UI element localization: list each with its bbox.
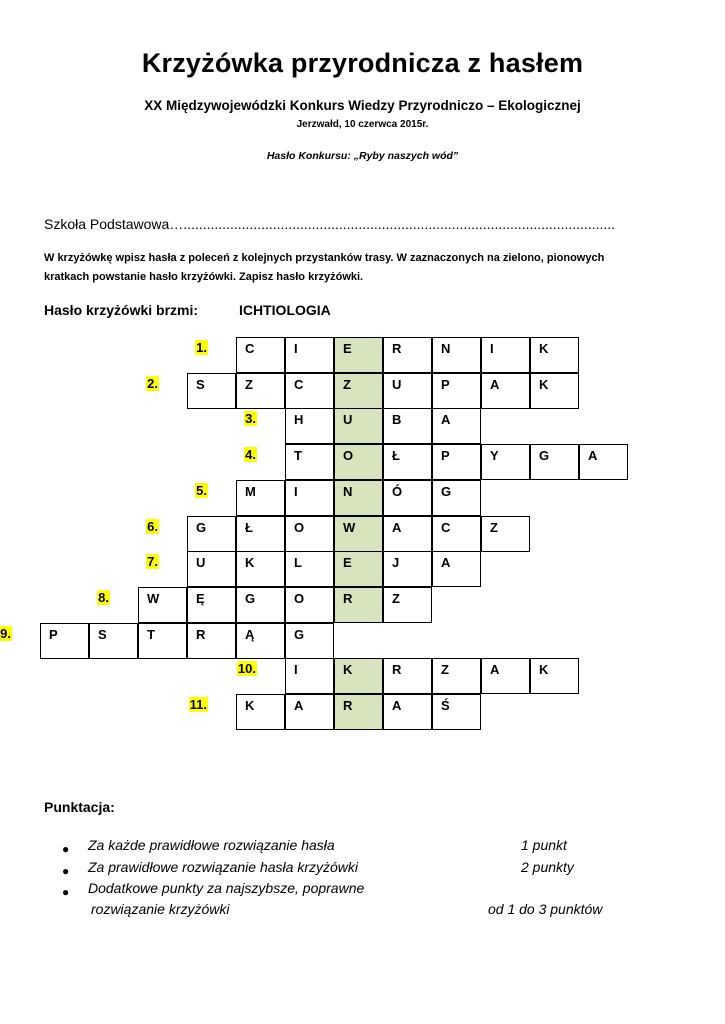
crossword-key-cell: R xyxy=(334,694,383,730)
crossword-cell: I xyxy=(481,337,530,373)
contest-subtitle: XX Międzywojewódzki Konkurs Wiedzy Przyrodniczo – Ekologicznej xyxy=(144,98,581,113)
bullet-icon: ● xyxy=(62,864,70,878)
clue-number xyxy=(146,519,159,534)
crossword-cell: Z xyxy=(481,516,530,552)
scoring-item-text: Za prawidłowe rozwiązanie hasła krzyżówki xyxy=(88,859,358,875)
crossword-key-cell: Z xyxy=(334,373,383,409)
crossword-cell: R xyxy=(383,337,432,373)
answer-label: Hasło krzyżówki brzmi: xyxy=(44,302,199,318)
scoring-item-text-continued: rozwiązanie krzyżówki xyxy=(91,901,230,917)
crossword-cell: L xyxy=(285,551,334,587)
crossword-cell: G xyxy=(187,516,236,552)
clue-number-label: 1. xyxy=(196,340,207,355)
clue-number xyxy=(195,340,208,355)
crossword-cell: A xyxy=(579,444,628,480)
crossword-cell: I xyxy=(285,480,334,516)
scoring-item-text: Za każde prawidłowe rozwiązanie hasła xyxy=(88,837,335,853)
crossword-cell: A xyxy=(383,516,432,552)
crossword-cell: P xyxy=(432,373,481,409)
crossword-cell: A xyxy=(432,408,481,444)
contest-motto: Hasło Konkursu: „Ryby naszych wód” xyxy=(266,150,459,162)
crossword-cell: Z xyxy=(432,658,481,694)
crossword-cell: U xyxy=(187,551,236,587)
crossword-cell: Ł xyxy=(236,516,285,552)
crossword-cell: P xyxy=(432,444,481,480)
crossword-cell: O xyxy=(285,587,334,623)
clue-number-label: 9. xyxy=(0,626,11,641)
crossword-cell: M xyxy=(236,480,285,516)
clue-number-label: 11. xyxy=(189,697,207,712)
contest-date: Jerzwałd, 10 czerwca 2015r. xyxy=(296,119,429,130)
crossword-cell: Ł xyxy=(383,444,432,480)
crossword-cell: K xyxy=(530,337,579,373)
crossword-cell: C xyxy=(432,516,481,552)
crossword-cell: R xyxy=(187,623,236,659)
crossword-cell: P xyxy=(40,623,89,659)
crossword-cell: K xyxy=(530,658,579,694)
crossword-cell: Ą xyxy=(236,623,285,659)
crossword-cell: N xyxy=(432,337,481,373)
crossword-key-cell: W xyxy=(334,516,383,552)
scoring-item-text: Dodatkowe punkty za najszybsze, poprawne xyxy=(88,880,365,896)
crossword-cell: K xyxy=(236,694,285,730)
clue-number xyxy=(97,590,110,605)
clue-number-label: 3. xyxy=(245,411,256,426)
scoring-item-points: 2 punkty xyxy=(521,859,574,875)
clue-number-label: 5. xyxy=(196,483,207,498)
clue-number xyxy=(189,697,208,712)
crossword-cell: A xyxy=(285,694,334,730)
crossword-cell: G xyxy=(432,480,481,516)
crossword-cell: I xyxy=(285,658,334,694)
crossword-cell: K xyxy=(236,551,285,587)
clue-number xyxy=(244,411,257,426)
clue-number xyxy=(146,554,159,569)
crossword-cell: A xyxy=(481,373,530,409)
crossword-key-cell: U xyxy=(334,408,383,444)
crossword-cell: G xyxy=(236,587,285,623)
crossword-cell: A xyxy=(383,694,432,730)
crossword-cell: W xyxy=(138,587,187,623)
clue-number-label: 7. xyxy=(147,554,158,569)
crossword-cell: U xyxy=(383,373,432,409)
crossword-cell: T xyxy=(285,444,334,480)
clue-number xyxy=(195,483,208,498)
crossword-cell: A xyxy=(432,551,481,587)
crossword-key-cell: N xyxy=(334,480,383,516)
clue-number-label: 4. xyxy=(245,447,256,462)
crossword-cell: I xyxy=(285,337,334,373)
page-title: Krzyżówka przyrodnicza z hasłem xyxy=(141,48,584,78)
clue-number-label: 6. xyxy=(147,519,158,534)
crossword-key-cell: E xyxy=(334,337,383,373)
crossword-cell: S xyxy=(187,373,236,409)
crossword-key-cell: E xyxy=(334,551,383,587)
clue-number-label: 10. xyxy=(237,661,256,676)
crossword-cell: O xyxy=(285,516,334,552)
scoring-item-points: od 1 do 3 punktów xyxy=(488,901,603,917)
school-name-line: Szkoła Podstawowa…............................................................................................................... xyxy=(44,216,616,232)
clue-number-label: 8. xyxy=(98,590,109,605)
crossword-cell: Ó xyxy=(383,480,432,516)
bullet-icon: ● xyxy=(62,842,70,856)
crossword-key-cell: R xyxy=(334,587,383,623)
crossword-cell: A xyxy=(481,658,530,694)
crossword-cell: S xyxy=(89,623,138,659)
scoring-title: Punktacja: xyxy=(44,799,115,815)
crossword-cell: B xyxy=(383,408,432,444)
crossword-cell: R xyxy=(383,658,432,694)
crossword-key-cell: K xyxy=(334,658,383,694)
instructions xyxy=(44,249,684,287)
instructions-line-1: W krzyżówkę wpisz hasła z poleceń z kolejnych przystanków trasy. W zaznaczonych na zielono, pionowych xyxy=(44,252,605,264)
crossword-cell: H xyxy=(285,408,334,444)
crossword-cell: Ś xyxy=(432,694,481,730)
crossword-cell: K xyxy=(530,373,579,409)
clue-number xyxy=(146,376,159,391)
crossword-key-cell: O xyxy=(334,444,383,480)
clue-number-label: 2. xyxy=(147,376,158,391)
instructions-line-2: kratkach powstanie hasło krzyżówki. Zapisz hasło krzyżówki. xyxy=(44,271,364,283)
crossword-cell: T xyxy=(138,623,187,659)
crossword-cell: Ę xyxy=(187,587,236,623)
crossword-cell: Z xyxy=(383,587,432,623)
crossword-cell: C xyxy=(285,373,334,409)
clue-number xyxy=(244,447,257,462)
crossword-cell: Z xyxy=(236,373,285,409)
crossword-cell: G xyxy=(285,623,334,659)
bullet-icon: ● xyxy=(62,885,70,899)
crossword-cell: Y xyxy=(481,444,530,480)
crossword-cell: C xyxy=(236,337,285,373)
crossword-cell: G xyxy=(530,444,579,480)
crossword-cell: J xyxy=(383,551,432,587)
clue-number xyxy=(237,661,257,676)
clue-number xyxy=(0,626,12,641)
answer-value: ICHTIOLOGIA xyxy=(239,302,331,318)
scoring-item-points: 1 punkt xyxy=(521,837,567,853)
